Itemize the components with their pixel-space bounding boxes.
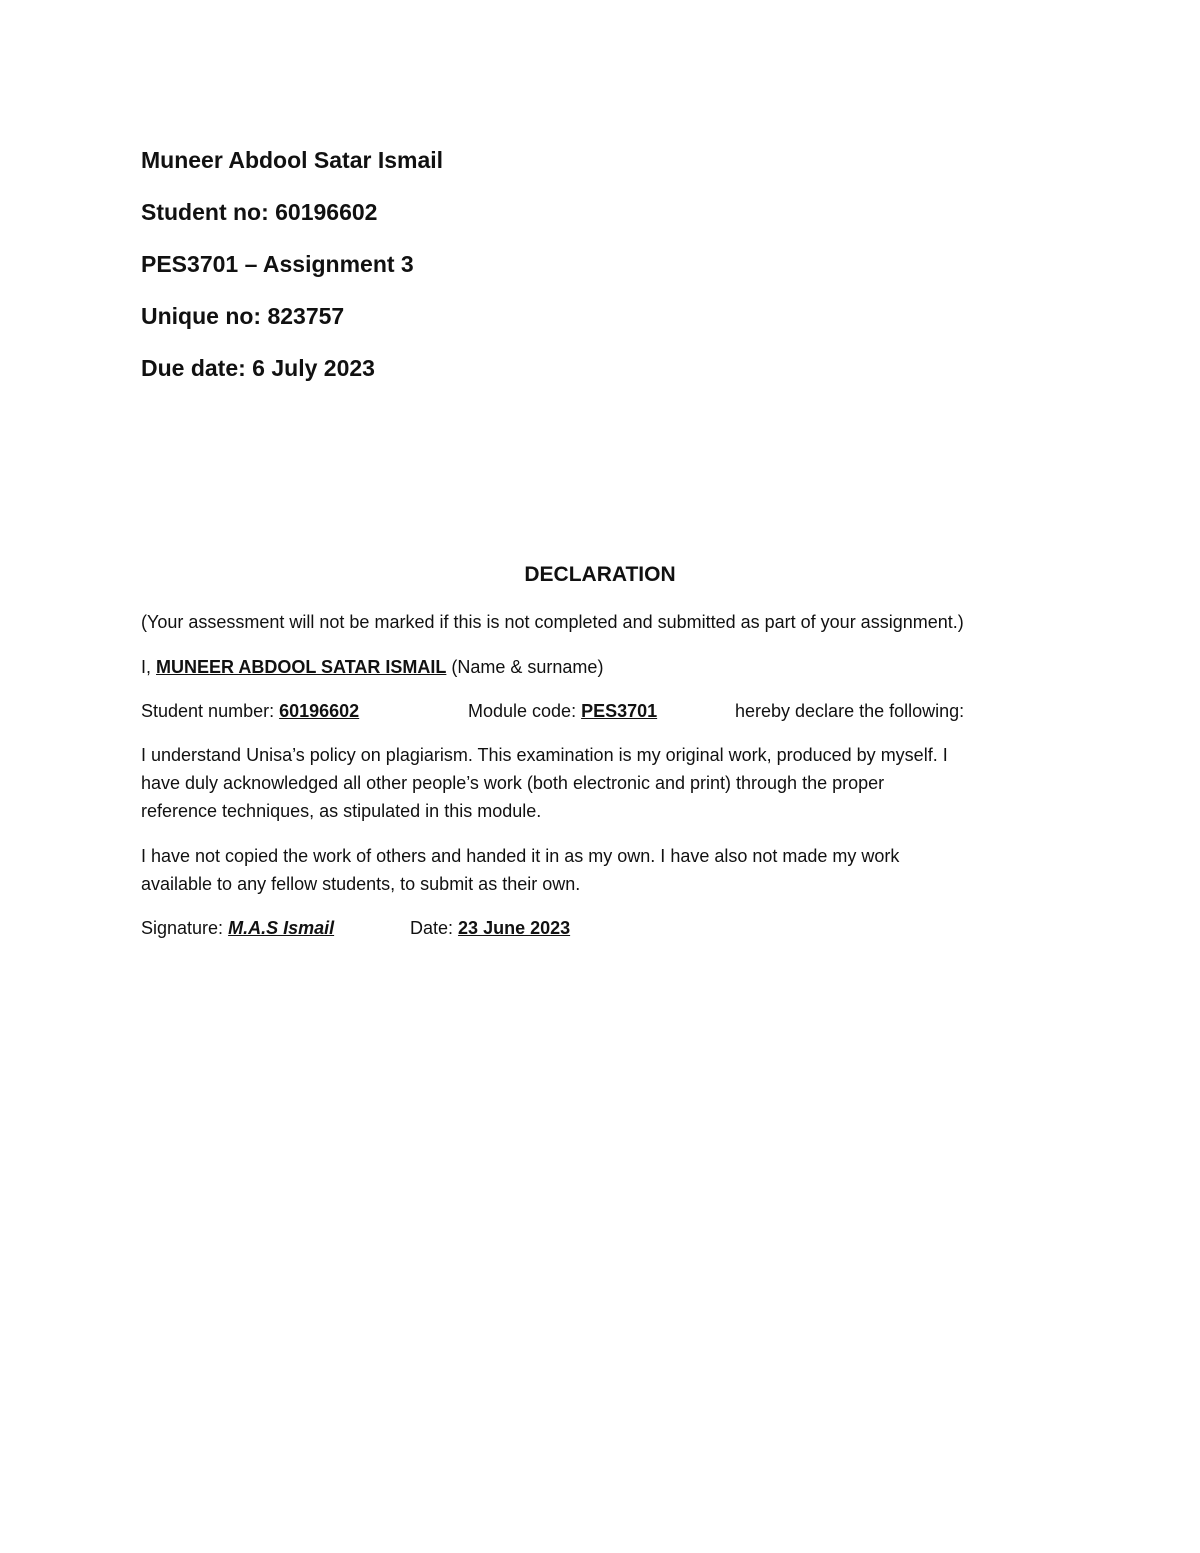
unique-number-heading: Unique no: 823757 [141, 303, 345, 329]
signature-label: Signature: [141, 918, 224, 938]
module-code-value: PES3701 [581, 701, 658, 721]
student-number-heading: Student no: 60196602 [141, 199, 378, 225]
paragraph-2-line-1: I have not copied the work of others and handed it in as my own. I have also not made my work [141, 846, 900, 866]
date-field [410, 914, 570, 942]
module-assignment-heading: PES3701 – Assignment 3 [141, 251, 414, 277]
signature-value: M.A.S Ismail [228, 918, 335, 938]
i-prefix: I, [141, 657, 152, 677]
declaration-note: (Your assessment will not be marked if this is not completed and submitted as part of your assignment.) [141, 612, 964, 632]
student-number-field [141, 697, 359, 725]
student-number-value: 60196602 [279, 701, 360, 721]
declarant-name: MUNEER ABDOOL SATAR ISMAIL [156, 657, 447, 677]
paragraph-1-line-3: reference techniques, as stipulated in this module. [141, 801, 542, 821]
module-code-label: Module code: [468, 701, 577, 721]
date-value: 23 June 2023 [458, 918, 571, 938]
student-number-label: Student number: [141, 701, 275, 721]
due-date-heading: Due date: 6 July 2023 [141, 355, 375, 381]
module-code-field [468, 697, 657, 725]
paragraph-1-line-1: I understand Unisa’s policy on plagiarism. This examination is my original work, produced by myself. I [141, 745, 948, 765]
name-surname-label: (Name & surname) [451, 657, 604, 677]
declaration-name-line [141, 653, 603, 681]
date-label: Date: [410, 918, 454, 938]
signature-field [141, 914, 334, 942]
paragraph-2-line-2: available to any fellow students, to submit as their own. [141, 874, 581, 894]
paragraph-1-line-2: have duly acknowledged all other people’s work (both electronic and print) through the proper [141, 773, 885, 793]
author-name: Muneer Abdool Satar Ismail [141, 147, 444, 173]
declaration-title: DECLARATION [524, 563, 676, 586]
hereby-declare-text: hereby declare the following: [735, 701, 965, 721]
